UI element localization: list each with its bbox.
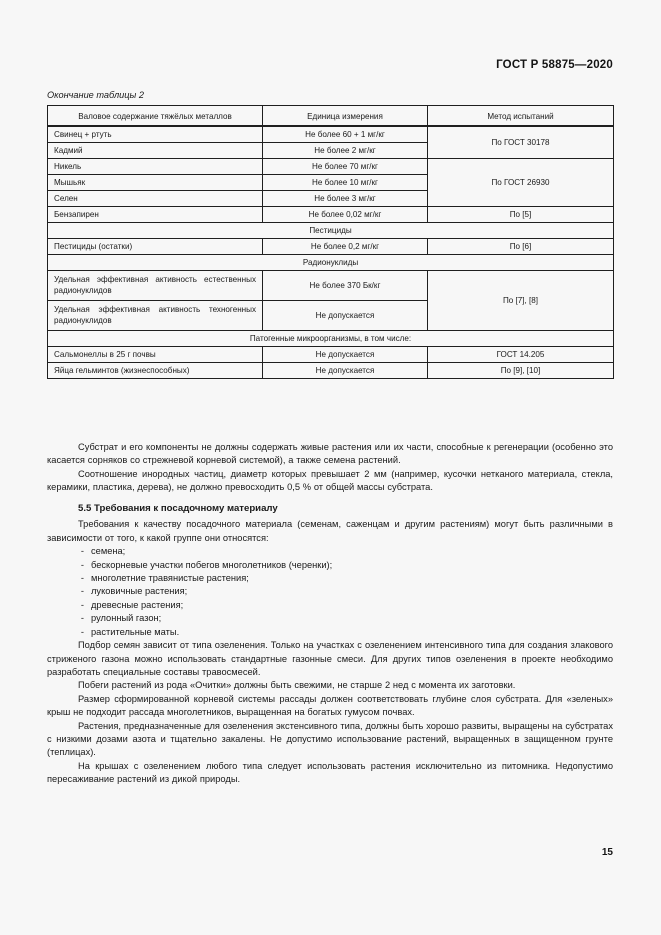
paragraph-particles: Соотношение инородных частиц, диаметр которых превышает 2 мм (например, кусочки нетканого материала, стекла, керамики, пластика, дерева), не должно превосходить 0,5 % от общей массы субстрата.: [47, 468, 613, 493]
column-header-unit: Единица измерения: [263, 106, 428, 127]
list-dash: -: [80, 599, 84, 610]
cell-parameter-unit: Не допускается: [263, 362, 428, 378]
list-dash: -: [80, 559, 84, 570]
page-number: 15: [601, 847, 613, 858]
cell-parameter-unit: Не более 70 мг/кг: [263, 159, 428, 175]
paragraph-extensive-planting: Растения, предназначенные для озеленения экстенсивного типа, должны быть хорошо развиты, выращены на субстратах с низкими дозами азота и тщательно закалены. Не допустимо использование растений, выращенных в защищенном грунте (теплицах).: [47, 720, 613, 758]
table-row: [48, 207, 614, 223]
cell-parameter-name: Сальмонеллы в 25 г почвы: [48, 346, 263, 362]
cell-parameter-unit: Не более 0,02 мг/кг: [263, 207, 428, 223]
document-header-standard-id: ГОСТ Р 58875—2020: [496, 59, 613, 71]
cell-parameter-name: Удельная эффективная активность естественных радионуклидов: [48, 271, 263, 301]
specification-table-wrapper: [47, 105, 613, 379]
cell-parameter-name: Селен: [48, 191, 263, 207]
cell-parameter-name: Пестициды (остатки): [48, 239, 263, 255]
list-item: [47, 599, 613, 612]
paragraph-root-system: Размер сформированной корневой системы рассады должен соответствовать глубине слоя субстрата. Для «зеленых» крыш не подходит рассада многолетников, выращенная на богатых гумусом почвах.: [47, 693, 613, 718]
list-item: [47, 626, 613, 639]
table-row: [48, 239, 614, 255]
table-header-row: [48, 106, 614, 127]
list-item-label: рулонный газон;: [91, 613, 162, 624]
band-label-pesticides: Пестициды: [48, 223, 614, 239]
cell-parameter-unit: Не допускается: [263, 346, 428, 362]
cell-parameter-name: Никель: [48, 159, 263, 175]
table-band-row-radionuclides: [48, 255, 614, 271]
cell-parameter-method: По [9], [10]: [428, 362, 614, 378]
cell-parameter-name: Яйца гельминтов (жизнеспособных): [48, 362, 263, 378]
cell-parameter-method: По [6]: [428, 239, 614, 255]
cell-parameter-method: По [7], [8]: [428, 271, 614, 331]
cell-parameter-name: Удельная эффективная активность техногенных радионуклидов: [48, 300, 263, 330]
list-dash: -: [80, 586, 84, 597]
list-item-label: многолетние травянистые растения;: [91, 573, 249, 583]
cell-parameter-name: Кадмий: [48, 143, 263, 159]
list-item-label: древесные растения;: [91, 599, 184, 610]
list-item: [47, 612, 613, 625]
cell-parameter-name: Свинец + ртуть: [48, 127, 263, 143]
list-item: [47, 585, 613, 598]
cell-parameter-unit: Не допускается: [263, 300, 428, 330]
list-item-label: семена;: [91, 546, 126, 557]
paragraph-substrate: Субстрат и его компоненты не должны содержать живые растения или их части, способные к регенерации (особенно это касается сорняков со стрежневой корневой системой), а также семена растений.: [47, 442, 613, 466]
list-item-label: растительные маты.: [91, 626, 180, 637]
cell-parameter-unit: Не более 370 Бк/кг: [263, 271, 428, 301]
list-dash: -: [80, 613, 84, 624]
body-text-block: [47, 441, 613, 786]
list-item: [47, 545, 613, 558]
list-item: [47, 572, 613, 585]
cell-parameter-unit: Не более 10 мг/кг: [263, 175, 428, 191]
band-label-pathogens: Патогенные микроорганизмы, в том числе:: [48, 330, 614, 346]
column-header-method: Метод испытаний: [428, 106, 614, 127]
cell-parameter-method: По ГОСТ 30178: [428, 127, 614, 159]
table-row: [48, 271, 614, 301]
cell-parameter-unit: Не более 0,2 мг/кг: [263, 239, 428, 255]
section-heading-5-5: 5.5 Требования к посадочному материалу: [78, 502, 278, 514]
paragraph-seed-selection: Подбор семян зависит от типа озеленения. Только на участках с озеленением интенсивного типа для создания злакового стриженого газона можно использовать стандартные газонные смеси. Для других типов озеленения в проекте необходимо разработать специальные составы травосмесей.: [47, 640, 613, 678]
table-band-row-pesticides: [48, 223, 614, 239]
cell-parameter-method: ГОСТ 14.205: [428, 346, 614, 362]
cell-parameter-unit: Не более 3 мг/кг: [263, 191, 428, 207]
table-caption: Окончание таблицы 2: [47, 90, 144, 100]
table-row: [48, 159, 614, 175]
list-dash: -: [80, 626, 84, 637]
list-dash: -: [80, 573, 84, 583]
paragraph-sedum-shoots: Побеги растений из рода «Очитки» должны быть свежими, не старше 2 нед с момента их заготовки.: [78, 680, 516, 691]
cell-parameter-unit: Не более 60 + 1 мг/кг: [263, 127, 428, 143]
list-item-label: луковичные растения;: [91, 586, 188, 597]
planting-material-group-list: [47, 545, 613, 639]
cell-parameter-unit: Не более 2 мг/кг: [263, 143, 428, 159]
cell-parameter-name: Мышьяк: [48, 175, 263, 191]
table-row: [48, 127, 614, 143]
cell-parameter-name: Бензапирен: [48, 207, 263, 223]
cell-parameter-method: По ГОСТ 26930: [428, 159, 614, 207]
spacer: [47, 495, 613, 502]
column-header-heavy-metals: Валовое содержание тяжёлых металлов: [48, 106, 263, 127]
table-row: [48, 362, 614, 378]
table-row: [48, 346, 614, 362]
band-label-radionuclides: Радионуклиды: [48, 255, 614, 271]
list-item: [47, 559, 613, 572]
paragraph-nursery-origin: На крышах с озеленением любого типа следует использовать растения исключительно из питомника. Недопустимо пересаживание растений из дикой природы.: [47, 760, 613, 785]
cell-parameter-method: По [5]: [428, 207, 614, 223]
list-dash: -: [80, 546, 84, 557]
table-band-row-pathogens: [48, 330, 614, 346]
paragraph-planting-requirements: Требования к качеству посадочного материала (семенам, саженцам и другим растениям) могут быть различными в зависимости от того, к какой группе они относятся:: [47, 519, 613, 543]
specification-table: [47, 105, 614, 379]
list-item-label: бескорневые участки побегов многолетников (черенки);: [91, 559, 333, 570]
